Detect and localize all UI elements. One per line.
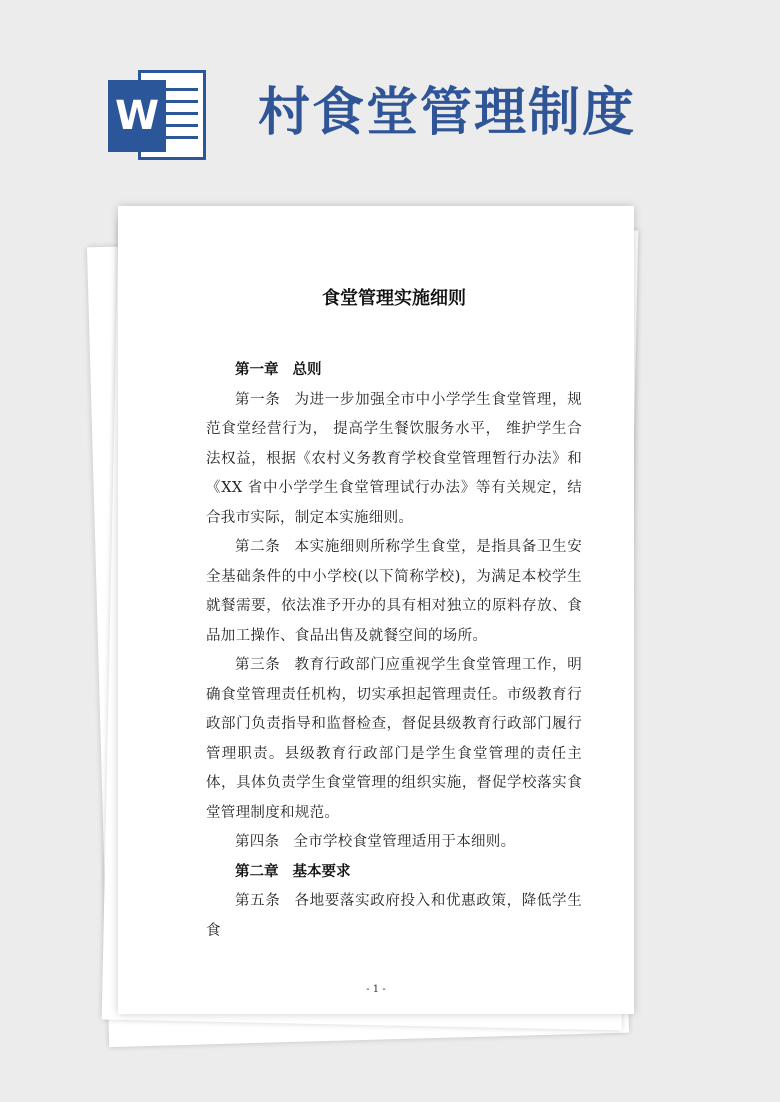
page-content (206, 286, 582, 946)
article-text: 为进一步加强全市中小学学生食堂管理，规范食堂经营行为， 提高学生餐饮服务水平， 维护学生合法权益，根据《农村义务教育学校食堂管理暂行办法》和《XX 省中小学学生食堂管理试行办法》等有关规定，结合我市实际，制定本实施细则。 (206, 391, 583, 526)
chapter-title: 基本要求 (292, 863, 351, 880)
banner (0, 0, 780, 190)
article-number: 第五条 (235, 893, 281, 909)
document-heading: 食堂管理实施细则 (322, 288, 466, 309)
chapter-number: 第二章 (235, 863, 279, 880)
article-number: 第一条 (235, 391, 281, 408)
article-text: 全市学校食堂管理适用于本细则。 (293, 834, 516, 850)
word-app-icon (108, 70, 208, 160)
article-paragraph (206, 887, 582, 946)
article-text: 教育行政部门应重视学生食堂管理工作，明确食堂管理责任机构，切实承担起管理责任。市级教育行政部门负责指导和监督检查，督促县级教育行政部门履行管理职责。县级教育行政部门是学生食堂管理的责任主体，具体负责学生食堂管理的组织实施，督促学校落实食堂管理制度和规范。 (206, 657, 583, 821)
word-icon-letter: W (108, 80, 166, 152)
article-paragraph (206, 828, 582, 858)
article-text: 本实施细则所称学生食堂，是指具备卫生安全基础条件的中小学校(以下简称学校)，为满足本校学生就餐需要，依法准予开办的具有相对独立的原料存放、食品加工操作、食品出售及就餐空间的场所。 (206, 539, 583, 644)
article-paragraph (206, 651, 582, 828)
article-paragraph (206, 386, 582, 534)
page-number: - 1 - (366, 984, 386, 995)
article-text: 各地要落实政府投入和优惠政策，降低学生食 (206, 893, 583, 939)
document-page (118, 206, 634, 1014)
article-number: 第三条 (235, 657, 281, 673)
article-number: 第四条 (235, 834, 280, 850)
chapter-title: 总则 (292, 362, 322, 378)
banner-title: 村食堂管理制度 (258, 83, 637, 143)
chapter-heading (206, 356, 582, 386)
chapter-heading (206, 858, 582, 888)
article-paragraph (206, 533, 582, 651)
article-number: 第二条 (235, 539, 281, 555)
chapter-number: 第一章 (235, 362, 279, 378)
